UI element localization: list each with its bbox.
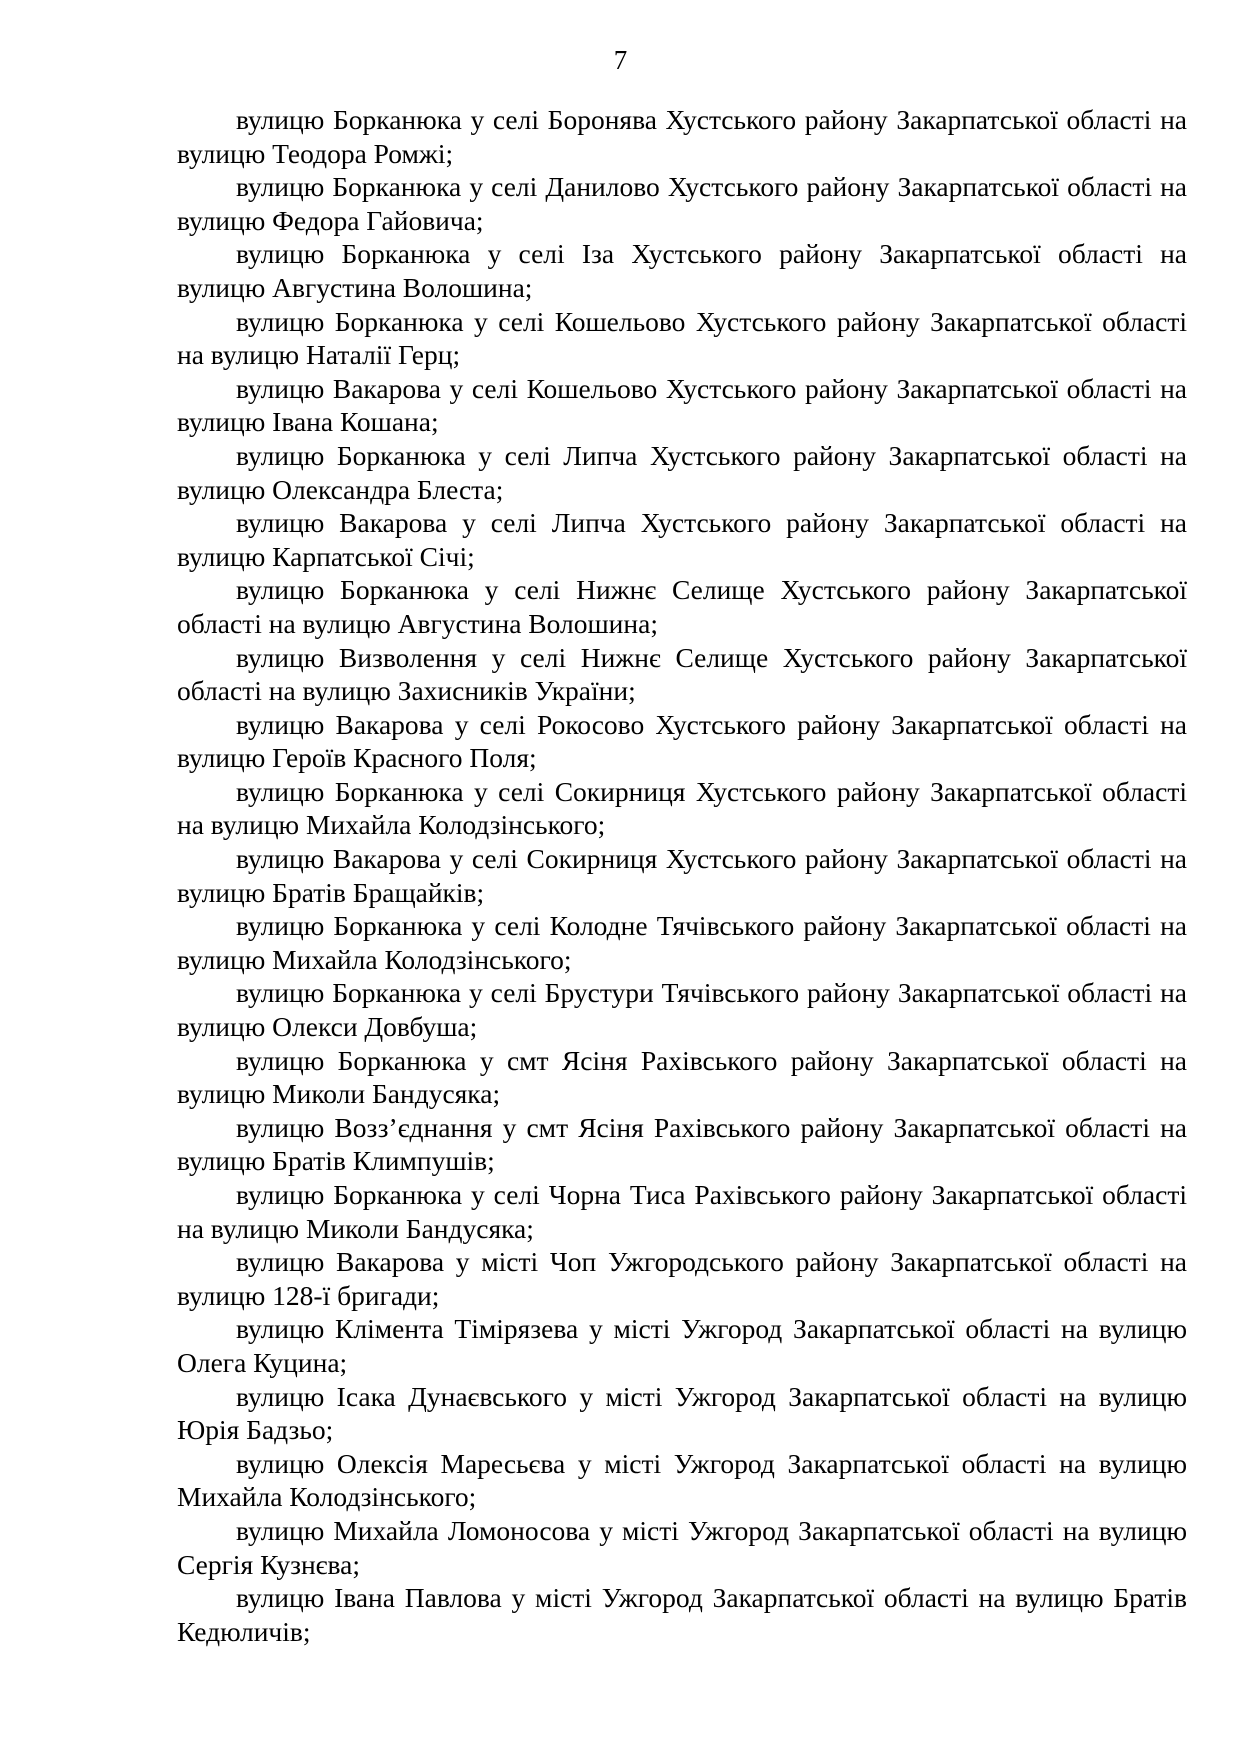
paragraph: вулицю Вакарова у місті Чоп Ужгородського району Закарпатської області на вулицю 128-ї бригади; [177,1246,1187,1311]
paragraph: вулицю Борканюка у селі Нижнє Селище Хустського району Закарпатської області на вулицю Августина Волошина; [177,574,1187,639]
paragraph: вулицю Борканюка у селі Іза Хустського району Закарпатської області на вулицю Августина Волошина; [177,238,1187,303]
paragraph: вулицю Олексія Маресьєва у місті Ужгород Закарпатської області на вулицю Михайла Колодзінського; [177,1447,1187,1513]
paragraph: вулицю Борканюка у смт Ясіня Рахівського району Закарпатської області на вулицю Миколи Бандусяка; [177,1044,1187,1110]
paragraph: вулицю Борканюка у селі Колодне Тячівського району Закарпатської області на вулицю Михайла Колодзінського; [177,910,1187,975]
paragraph: вулицю Вакарова у селі Сокирниця Хустського району Закарпатської області на вулицю Братів Бращайків; [177,843,1187,908]
paragraph: вулицю Борканюка у селі Чорна Тиса Рахівського району Закарпатської області на вулицю Миколи Бандусяка; [177,1179,1187,1244]
paragraph: вулицю Борканюка у селі Данилово Хустського району Закарпатської області на вулицю Федора Гайовича; [177,171,1187,236]
paragraph: вулицю Визволення у селі Нижнє Селище Хустського району Закарпатської області на вулицю Захисників України; [177,641,1187,707]
paragraph: вулицю Клімента Тімірязева у місті Ужгород Закарпатської області на вулицю Олега Куцина; [177,1313,1187,1378]
paragraph: вулицю Борканюка у селі Боронява Хустського району Закарпатської області на вулицю Теодора Ромжі; [177,104,1187,169]
page-number: 7 [613,45,628,75]
paragraph: вулицю Борканюка у селі Брустури Тячівського району Закарпатської області на вулицю Олекси Довбуша; [177,977,1187,1043]
document-body [177,103,1187,1648]
paragraph: вулицю Борканюка у селі Сокирниця Хустського району Закарпатської області на вулицю Михайла Колодзінського; [177,775,1187,841]
paragraph: вулицю Возз’єднання у смт Ясіня Рахівського району Закарпатської області на вулицю Братів Климпушів; [177,1111,1187,1177]
paragraph: вулицю Вакарова у селі Липча Хустського району Закарпатської області на вулицю Карпатської Січі; [177,507,1187,572]
paragraph: вулицю Михайла Ломоносова у місті Ужгород Закарпатської області на вулицю Сергія Кузнєва; [177,1514,1187,1580]
paragraph: вулицю Івана Павлова у місті Ужгород Закарпатської області на вулицю Братів Кедюличів; [177,1582,1187,1647]
paragraph: вулицю Борканюка у селі Кошельово Хустського району Закарпатської області на вулицю Наталії Герц; [177,305,1187,371]
paragraph: вулицю Ісака Дунаєвського у місті Ужгород Закарпатської області на вулицю Юрія Бадзьо; [177,1380,1187,1446]
paragraph: вулицю Вакарова у селі Кошельово Хустського району Закарпатської області на вулицю Івана Кошана; [177,372,1187,438]
paragraph: вулицю Вакарова у селі Рокосово Хустського району Закарпатської області на вулицю Героїв Красного Поля; [177,708,1187,774]
paragraph: вулицю Борканюка у селі Липча Хустського району Закарпатської області на вулицю Олександра Блеста; [177,439,1187,505]
